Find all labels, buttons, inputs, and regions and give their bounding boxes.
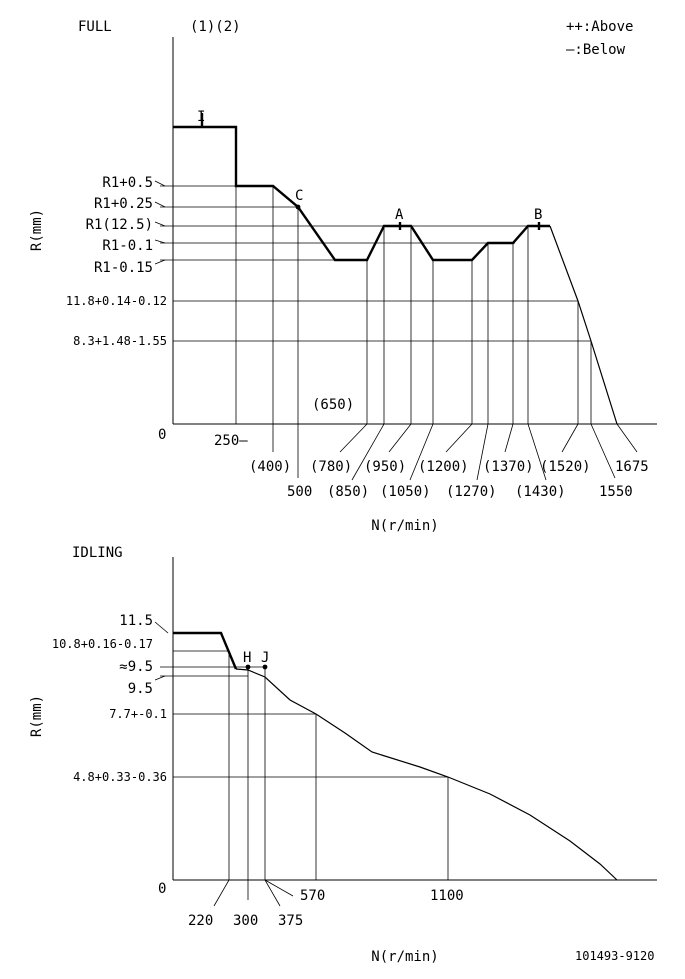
idling-chart bbox=[29, 545, 657, 965]
full-x-axis-label: N(r/min) bbox=[371, 518, 439, 534]
full-governor-curve bbox=[173, 127, 550, 260]
legend-below: —:Below bbox=[566, 42, 626, 58]
leader-1370 bbox=[505, 424, 513, 452]
leader-y-r1-minus-015 bbox=[155, 260, 165, 264]
y-label-11-5: 11.5 bbox=[119, 613, 153, 629]
x-label-375: 375 bbox=[278, 913, 304, 929]
full-chart bbox=[29, 19, 657, 534]
leader-y-r1-plus-05 bbox=[155, 181, 165, 186]
x-label-500: 500 bbox=[287, 484, 313, 500]
leader-y-r1-plus-025 bbox=[155, 202, 165, 207]
x-label-250: 250— bbox=[214, 433, 248, 449]
y-label-zero: 0 bbox=[158, 427, 167, 443]
point-label-b: B bbox=[534, 207, 543, 223]
leader-950 bbox=[389, 424, 411, 452]
document-code: 101493-9120 bbox=[575, 949, 655, 963]
leader-1675 bbox=[617, 424, 637, 452]
y-label-11-8: 11.8+0.14-0.12 bbox=[65, 294, 167, 308]
leader-220 bbox=[214, 880, 229, 906]
leader-1550 bbox=[591, 424, 615, 478]
idling-chart-title: IDLING bbox=[72, 545, 123, 561]
x-label-780: (780) bbox=[310, 459, 353, 475]
idling-y-axis-label: R(mm) bbox=[29, 694, 45, 738]
x-label-1550: 1550 bbox=[599, 484, 633, 500]
point-c-marker bbox=[296, 205, 301, 210]
x-label-1100: 1100 bbox=[430, 888, 464, 904]
x-label-850: (850) bbox=[327, 484, 370, 500]
x-label-1270: (1270) bbox=[446, 484, 497, 500]
x-label-1200: (1200) bbox=[418, 459, 469, 475]
x-label-570: 570 bbox=[300, 888, 326, 904]
leader-y-9-5 bbox=[155, 676, 165, 680]
point-label-h: H bbox=[243, 650, 252, 666]
full-chart-subtitle: (1)(2) bbox=[190, 19, 241, 35]
x-label-1430: (1430) bbox=[515, 484, 566, 500]
y-label-r1-minus-01: R1-0.1 bbox=[102, 238, 153, 254]
full-y-axis-label: R(mm) bbox=[29, 208, 45, 252]
full-chart-title: FULL bbox=[78, 19, 112, 35]
idling-curve bbox=[236, 669, 617, 880]
x-label-1370: (1370) bbox=[483, 459, 534, 475]
full-governor-droop bbox=[550, 226, 617, 424]
x-label-1520: (1520) bbox=[540, 459, 591, 475]
y-label-r1: R1(12.5) bbox=[85, 217, 153, 233]
leader-1520 bbox=[562, 424, 578, 452]
x-label-950: (950) bbox=[364, 459, 407, 475]
y-label-10-8: 10.8+0.16-0.17 bbox=[51, 637, 153, 651]
y-label-r1-plus-025: R1+0.25 bbox=[93, 196, 153, 212]
y-label-7-7: 7.7+-0.1 bbox=[109, 707, 167, 721]
x-label-400: (400) bbox=[249, 459, 292, 475]
legend-above: ++:Above bbox=[566, 19, 634, 35]
point-label-j: J bbox=[261, 650, 270, 666]
x-label-220: 220 bbox=[188, 913, 214, 929]
leader-1200 bbox=[446, 424, 472, 452]
point-label-a: A bbox=[395, 207, 404, 223]
leader-780 bbox=[340, 424, 367, 452]
y-label-approx-9-5: ≈9.5 bbox=[119, 659, 153, 675]
leader-y-r1-minus-01 bbox=[155, 240, 165, 243]
y-label-4-8: 4.8+0.33-0.36 bbox=[73, 770, 167, 784]
point-label-i: I bbox=[197, 109, 206, 125]
y-label-zero-idling: 0 bbox=[158, 881, 167, 897]
leader-y-r1 bbox=[155, 222, 165, 226]
y-label-9-5: 9.5 bbox=[127, 681, 153, 697]
y-label-r1-plus-05: R1+0.5 bbox=[102, 175, 153, 191]
x-label-650: (650) bbox=[312, 397, 355, 413]
y-label-r1-minus-015: R1-0.15 bbox=[93, 260, 153, 276]
point-label-c: C bbox=[295, 188, 304, 204]
idling-x-axis-label: N(r/min) bbox=[371, 949, 439, 965]
leader-y-11-5 bbox=[155, 622, 168, 633]
x-label-300: 300 bbox=[233, 913, 259, 929]
x-label-1675: 1675 bbox=[615, 459, 649, 475]
y-label-8-3: 8.3+1.48-1.55 bbox=[73, 334, 167, 348]
x-label-1050: (1050) bbox=[380, 484, 431, 500]
